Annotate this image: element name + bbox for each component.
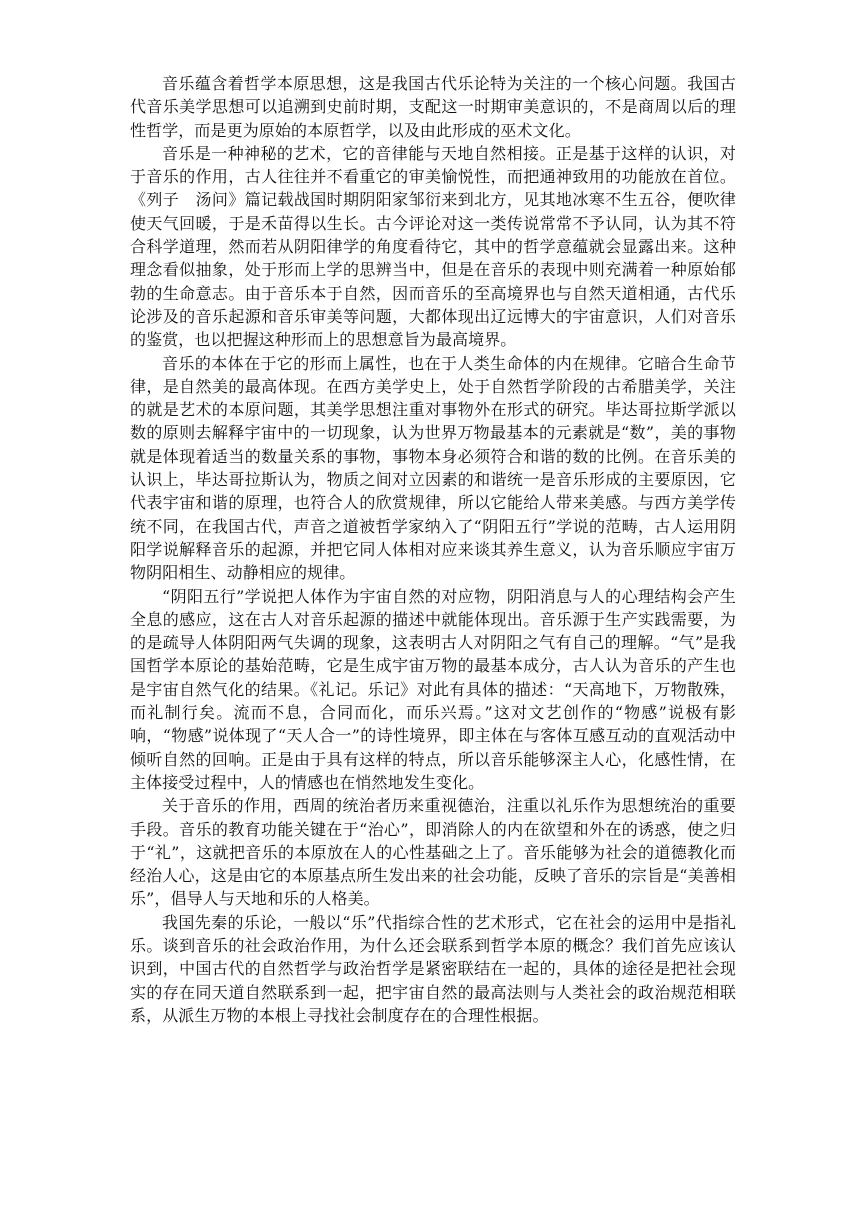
paragraph-6: 我国先秦的乐论，一般以“乐”代指综合性的艺术形式，它在社会的运用中是指礼乐。谈到音乐的社会政治作用，为什么还会联系到哲学本原的概念？我们首先应该认识到，中国古代的自然哲学与政治哲学是紧密联结在一起的，具体的途径是把社会现实的存在同天道自然联系到一起，把宇宙自然的最高法则与人类社会的政治规范相联系，从派生万物的本根上寻找社会制度存在的合理性根据。 — [130, 912, 736, 1025]
paragraph-1: 音乐蕴含着哲学本原思想，这是我国古代乐论特为关注的一个核心问题。我国古代音乐美学思想可以追溯到史前时期，支配这一时期审美意识的，不是商周以后的理性哲学，而是更为原始的本原哲学，以及由此形成的巫术文化。 — [130, 74, 736, 140]
paragraph-3: 音乐的本体在于它的形而上属性，也在于人类生命体的内在规律。它暗合生命节律，是自然美的最高体现。在西方美学史上，处于自然哲学阶段的古希腊美学，关注的就是艺术的本原问题，其美学思想注重对事物外在形式的研究。毕达哥拉斯学派以数的原则去解释宇宙中的一切现象，认为世界万物最基本的元素就是“数”，美的事物就是体现着适当的数量关系的事物，事物本身必须符合和谐的数的比例。在音乐美的认识上，毕达哥拉斯认为，物质之间对立因素的和谐统一是音乐形成的主要原因，它代表宇宙和谐的原理，也符合人的欣赏规律，所以它能给人带来美感。与西方美学传统不同，在我国古代，声音之道被哲学家纳入了“阴阳五行”学说的范畴，古人运用阴阳学说解释音乐的起源，并把它同人体相对应来谈其养生意义，认为音乐顺应宇宙万物阴阳相生、动静相应的规律。 — [130, 353, 736, 583]
paragraph-5: 关于音乐的作用，西周的统治者历来重视德治，注重以礼乐作为思想统治的重要手段。音乐的教育功能关键在于“治心”，即消除人的内在欲望和外在的诱惑，使之归于“礼”，这就把音乐的本原放在人的心性基础之上了。音乐能够为社会的道德教化而经治人心，这是由它的本原基点所生发出来的社会功能，反映了音乐的宗旨是“美善相乐”，倡导人与天地和乐的人格美。 — [130, 796, 736, 909]
paragraph-4: “阴阳五行”学说把人体作为宇宙自然的对应物，阴阳消息与人的心理结构会产生全息的感应，这在古人对音乐起源的描述中就能体现出。音乐源于生产实践需要，为的是疏导人体阴阳两气失调的现象，这表明古人对阴阳之气有自己的理解。“气”是我国哲学本原论的基始范畴，它是生成宇宙万物的最基本成分，古人认为音乐的产生也是宇宙自然气化的结果。《礼记。乐记》对此有具体的描述：“天高地下，万物散殊，而礼制行矣。流而不息，合同而化，而乐兴焉。”这对文艺创作的“物感”说极有影响，“物感”说体现了“天人合一”的诗性境界，即主体在与客体互感互动的直观活动中倾听自然的回响。正是由于具有这样的特点，所以音乐能够深主人心，化感性情，在主体接受过程中，人的情感也在悄然地发生变化。 — [130, 586, 736, 792]
paragraph-2: 音乐是一种神秘的艺术，它的音律能与天地自然相接。正是基于这样的认识，对于音乐的作用，古人往往并不看重它的审美愉悦性，而把通神致用的功能放在首位。《列子 汤问》篇记载战国时期阴阳家邹衍来到北方，见其地冰寒不生五谷，便吹律使天气回暖，于是禾苗得以生长。古今评论对这一类传说常常不予认同，认为其不符合科学道理，然而若从阴阳律学的角度看待它，其中的哲学意蕴就会显露出来。这种理念看似抽象，处于形而上学的思辨当中，但是在音乐的表现中则充满着一种原始郁勃的生命意志。由于音乐本于自然，因而音乐的至高境界也与自然天道相通，古代乐论涉及的音乐起源和音乐审美等问题，大都体现出辽远博大的宇宙意识，人们对音乐的鉴赏，也以把握这种形而上的思想意旨为最高境界。 — [130, 143, 736, 350]
